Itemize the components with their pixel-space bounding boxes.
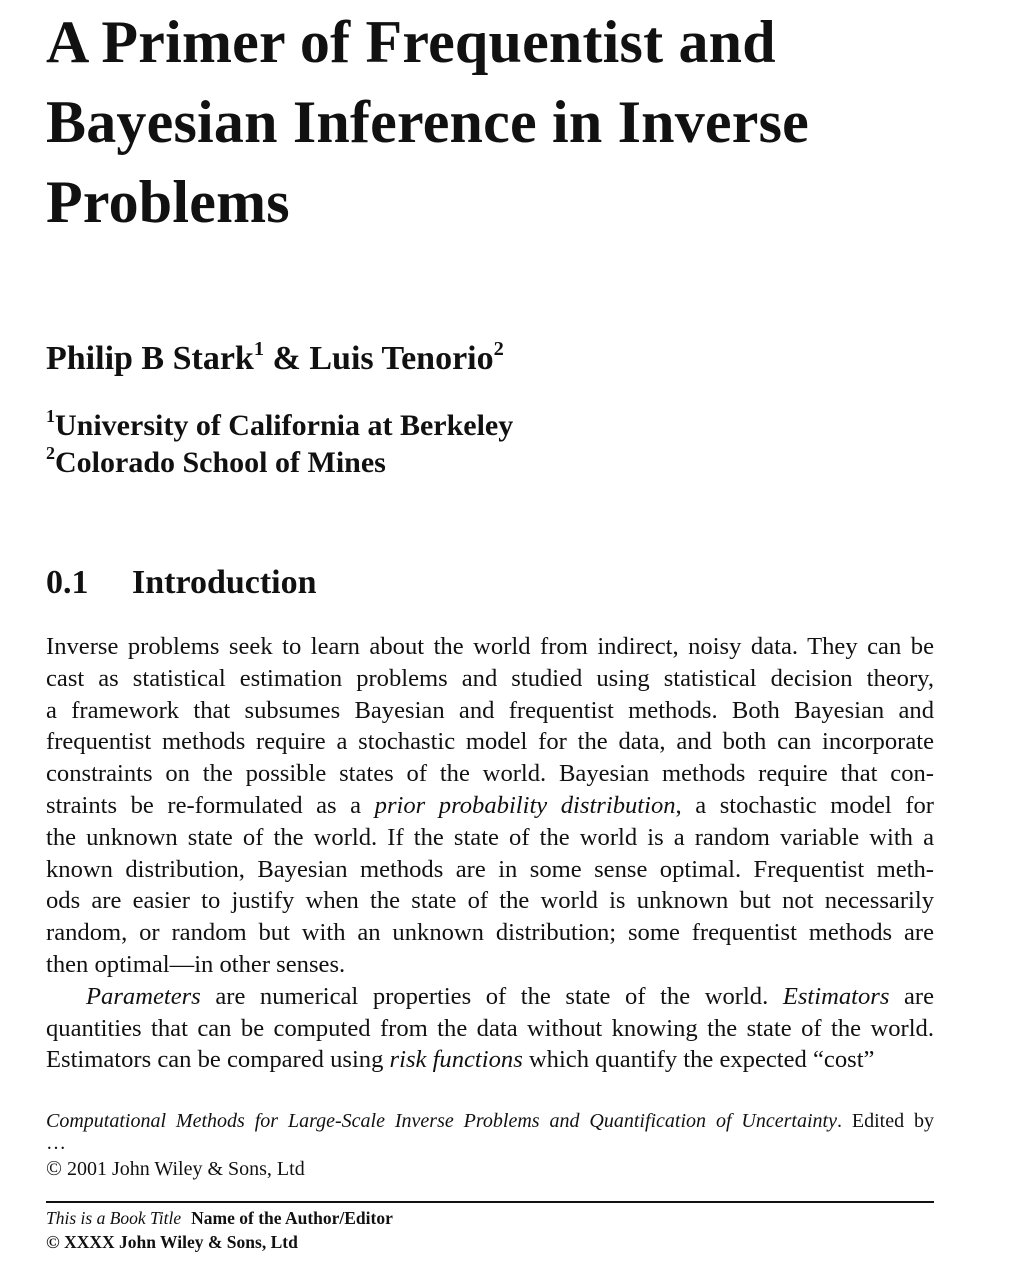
body-text-run: , a stochastic model for bbox=[675, 791, 934, 819]
body-text-run: which quantify the expected “cost” bbox=[522, 1046, 875, 1074]
body-text-run: cast as statistical estimation problems and studied using statistical decision theory, bbox=[46, 664, 934, 692]
emphasized-term: prior probability distribution bbox=[374, 791, 676, 819]
body-text-run: Estimators can be compared using bbox=[46, 1046, 390, 1074]
section-heading bbox=[46, 561, 317, 605]
body-text-run: quantities that can be computed from the data without knowing the state of the world. bbox=[46, 1014, 934, 1042]
running-editor-name: Name of the Author/Editor bbox=[191, 1208, 393, 1228]
running-book-title: This is a Book Title bbox=[46, 1208, 182, 1228]
section-number: 0.1 bbox=[46, 564, 89, 601]
affiliation-name: Colorado School of Mines bbox=[55, 446, 386, 479]
affiliation bbox=[46, 444, 513, 481]
body-text-run: a framework that subsumes Bayesian and frequentist methods. Both Bayesian and bbox=[46, 696, 934, 724]
body-line bbox=[46, 695, 934, 727]
affiliation bbox=[46, 407, 513, 444]
running-copyright-text: XXXX John Wiley & Sons, Ltd bbox=[59, 1232, 298, 1252]
body-line bbox=[46, 885, 934, 917]
author-name: Luis Tenorio bbox=[309, 340, 494, 377]
body-text-run: then optimal—in other senses. bbox=[46, 950, 346, 978]
body-line bbox=[46, 917, 934, 949]
body-text-run: known distribution, Bayesian methods are in some sense optimal. Frequentist meth- bbox=[46, 855, 934, 883]
copyright-symbol: © bbox=[46, 1232, 60, 1252]
body-line bbox=[46, 790, 934, 822]
author-affiliation-mark: 1 bbox=[253, 337, 265, 360]
body-text-run: ods are easier to justify when the state of the world is unknown but not necessarily bbox=[46, 887, 934, 915]
affiliation-mark: 1 bbox=[46, 406, 55, 426]
body-line bbox=[46, 1044, 934, 1076]
paper-title: A Primer of Frequentist and Bayesian Inference in Inverse Problems bbox=[46, 9, 809, 235]
footer-rule bbox=[46, 1201, 934, 1203]
footnote-copyright bbox=[46, 1153, 934, 1184]
body-text-run: the unknown state of the world. If the state of the world is a random variable with a bbox=[46, 823, 934, 851]
author-name: Philip B Stark bbox=[46, 340, 254, 377]
running-footer-line bbox=[46, 1206, 393, 1230]
body-line bbox=[46, 981, 934, 1013]
footnote-book-title: Computational Methods for Large-Scale Inverse Problems and Quantification of Uncertainty bbox=[46, 1110, 837, 1132]
section-title: Introduction bbox=[132, 564, 317, 601]
emphasized-term: risk functions bbox=[389, 1046, 523, 1074]
footnote-book-line bbox=[46, 1107, 934, 1135]
author-affiliation-mark: 2 bbox=[493, 337, 504, 360]
emphasized-term: Parameters bbox=[86, 982, 201, 1010]
body-line bbox=[46, 949, 934, 981]
body-text-run: straints be re-formulated as a bbox=[46, 791, 375, 819]
copyright-symbol: © bbox=[46, 1156, 62, 1180]
body-text bbox=[46, 631, 934, 1076]
body-line bbox=[46, 758, 934, 790]
affiliation-name: University of California at Berkeley bbox=[55, 409, 514, 442]
body-line bbox=[46, 822, 934, 854]
body-line bbox=[46, 854, 934, 886]
body-line bbox=[46, 1013, 934, 1045]
body-line bbox=[46, 631, 934, 663]
footnote-copyright-text: 2001 John Wiley & Sons, Ltd bbox=[61, 1158, 305, 1180]
body-text-run: are numerical properties of the state of the world. bbox=[200, 982, 783, 1010]
body-line bbox=[46, 663, 934, 695]
body-text-run: random, or random but with an unknown distribution; some frequentist methods are bbox=[46, 919, 934, 947]
affiliation-mark: 2 bbox=[46, 443, 55, 463]
body-text-run: frequentist methods require a stochastic model for the data, and both can incorporate bbox=[46, 728, 934, 756]
footnote-ellipsis: … bbox=[46, 1132, 68, 1154]
author-list bbox=[46, 334, 504, 384]
first-page-footnote bbox=[46, 1107, 934, 1184]
emphasized-term: Estimators bbox=[782, 982, 890, 1010]
body-line bbox=[46, 726, 934, 758]
body-text-run: are bbox=[889, 982, 934, 1010]
footnote-edited-by: . Edited by bbox=[836, 1110, 934, 1132]
body-text-run: Inverse problems seek to learn about the world from indirect, noisy data. They can be bbox=[46, 633, 934, 660]
running-footer bbox=[46, 1206, 393, 1254]
author-joiner: & bbox=[264, 340, 310, 377]
body-text-run: constraints on the possible states of the world. Bayesian methods require that con- bbox=[46, 760, 934, 788]
affiliation-list bbox=[46, 407, 513, 481]
running-footer-copyright bbox=[46, 1230, 393, 1254]
